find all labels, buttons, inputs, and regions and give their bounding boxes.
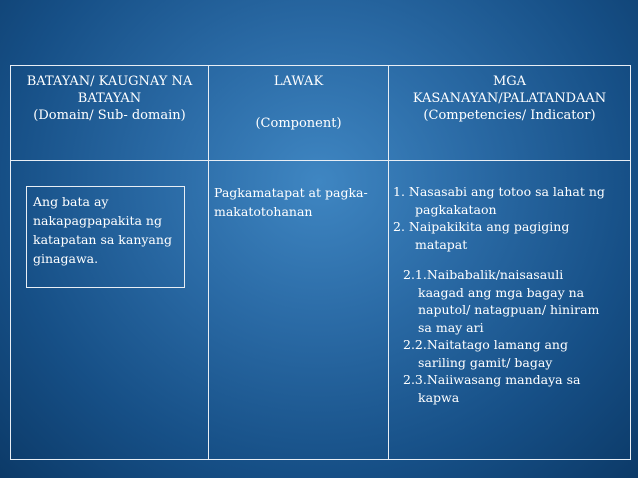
indicator-2-line-2: matapat (415, 236, 468, 252)
domain-line-2: nakapagpapakita ng (33, 213, 162, 228)
indicator-list (389, 161, 630, 406)
competency-table (10, 65, 631, 460)
component-line-2: makatotohanan (214, 204, 313, 219)
component-cell (209, 161, 389, 460)
domain-text-box (26, 186, 185, 288)
header-component-line-1: LAWAK (273, 74, 324, 89)
indicator-2-3-line-1: 2.3.Naiiwasang mandaya sa (403, 372, 581, 387)
indicator-2-1-line-2: kaagad ang mga bagay na (418, 284, 585, 300)
component-line-1: Pagkamatapat at pagka- (214, 185, 368, 200)
domain-cell (11, 161, 209, 460)
header-row (11, 66, 631, 161)
indicators-cell (389, 161, 631, 460)
indicator-2-line-1: 2. Naipakikita ang pagiging (393, 219, 570, 234)
header-domain (11, 66, 209, 161)
domain-line-1: Ang bata ay (33, 194, 109, 209)
header-component (209, 66, 389, 161)
header-component-sub: (Component) (255, 116, 342, 131)
header-domain-line-1: BATAYAN/ KAUGNAY NA (26, 74, 193, 89)
indicator-2-2-line-1: 2.2.Naitatago lamang ang (403, 337, 568, 352)
indicator-2-1-line-4: sa may ari (418, 319, 484, 335)
header-competencies-line-1: MGA (492, 74, 527, 89)
domain-line-3: katapatan sa kanyang (33, 232, 172, 247)
indicator-2-1-line-3: naputol/ natagpuan/ hiniram (418, 302, 600, 317)
indicator-1-line-2: pagkakataon (415, 201, 497, 217)
header-competencies-sub: (Competencies/ Indicator) (423, 108, 596, 123)
body-row (11, 161, 631, 460)
indicator-2-1-line-1: 2.1.Naibabalik/naisasauli (403, 267, 564, 282)
domain-line-4: ginagawa. (33, 251, 99, 266)
header-competencies (389, 66, 631, 161)
header-domain-sub: (Domain/ Sub- domain) (33, 108, 186, 123)
indicator-2-3-line-2: kapwa (418, 389, 460, 405)
indicator-1-line-1: 1. Nasasabi ang totoo sa lahat ng (393, 184, 605, 199)
header-domain-line-2: BATAYAN (77, 91, 142, 106)
indicator-2-2-line-2: sariling gamit/ bagay (418, 354, 553, 370)
header-competencies-line-2: KASANAYAN/PALATANDAAN (412, 91, 607, 106)
